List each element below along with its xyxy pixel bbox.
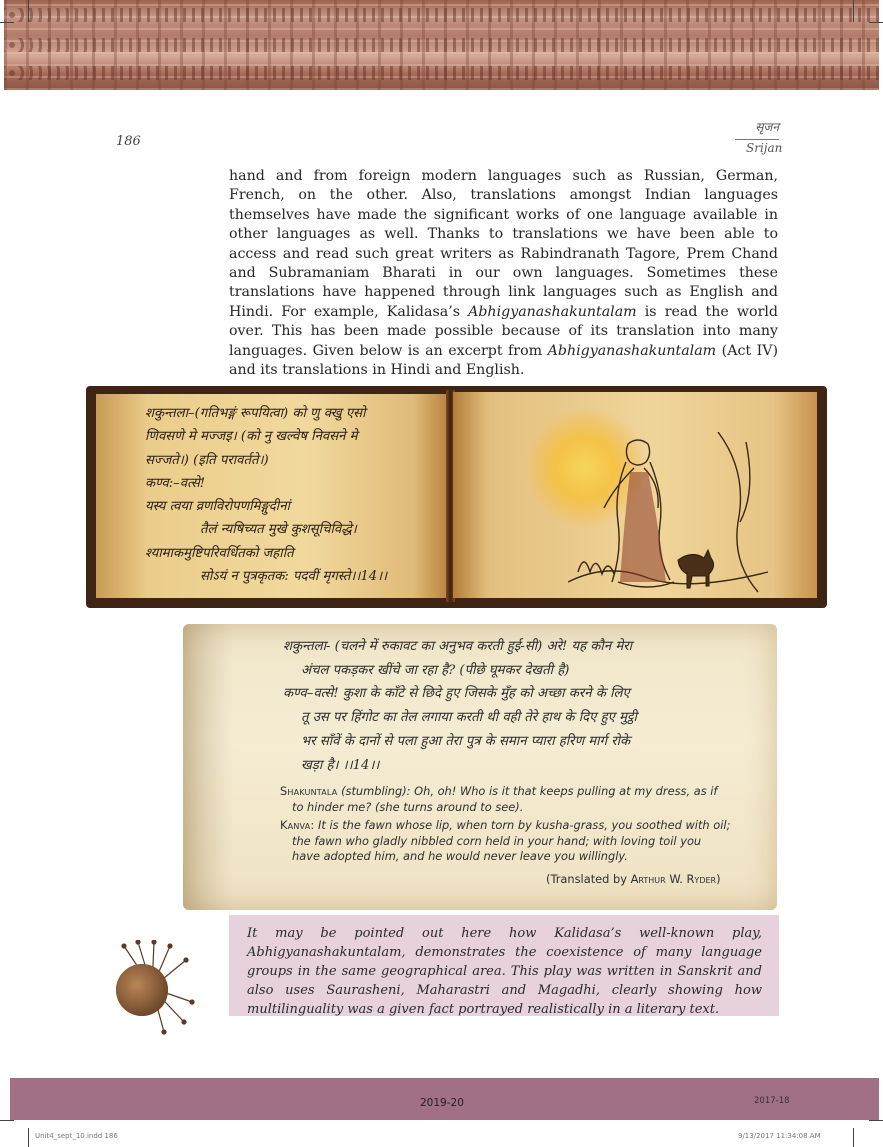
hindi-line: अंचल पकड़कर खींचे जा रहा है? (पीछे घूमकर देखती है) [301,662,570,678]
speaker-name: Kanva: [280,818,315,832]
crop-mark [0,1120,14,1121]
note-text: It may be pointed out here how Kalidasa’s well-known play, Abhigyanashakuntalam, demonstrates the coexistence of many language groups in the same geographical area. This play was written in Sanskrit and also uses Saurasheni, Maharastri and Magadhi, clearly showing how multilinguality was a given fact portrayed realistically in a literary text. [247,926,762,1017]
hindi-line: खड़ा है। ।।14।। [301,757,380,773]
intro-text: hand and from foreign modern languages such as Russian, German, French, on the other. Also, translations amongst Indian languages themselves have made the significant works of one language available in other languages as well. Thanks to translations we have been able to access and read such great writers as Rabindranath Tagore, Prem Chand and Subramaniam Bharati in our own languages. Sometimes these translations have happened through link languages such as English and Hindi. For example, Kalidasa’s [229,168,778,320]
translator-name: Arthur W. Ryder [630,872,717,886]
dialogue-text: It is the fawn whose lip, when torn by kusha-grass, you soothed with oil; the fawn who gladly nibbled corn held in your hand; with loving toil you have adopted him, and he would never leave you willingly. [292,818,731,863]
hindi-line: कण्व–वत्से! कुशा के काँटे से छिदे हुए जिसके मुँह को अच्छा करने के लिए [283,686,630,702]
kanva-line [280,818,732,865]
speaker-name: Shakuntala [280,784,338,798]
shakuntala-with-fawn-illustration [568,432,798,602]
hindi-line: तू उस पर हिंगोट का तेल लगाया करती थी वही तेरे हाथ के दिए हुए मुट्ठी [301,710,637,726]
play-title: Abhigyanashakuntalam [468,303,637,320]
running-title: Srijan [746,141,783,155]
crop-mark [28,0,29,22]
book-right-page [453,392,817,598]
banner-carving-band [4,8,879,22]
hindi-line: शकुन्तला- (चलने में रुकावट का अनुभव करती हुई-सी) अरे! यह कौन मेरा [283,639,633,654]
english-translation [280,784,732,868]
banner-carving-band [4,38,879,52]
intro-text: is read the world over. This has been made possible because of its translation into many languages. Given below is an excerpt from [229,303,778,359]
sanskrit-line: श्यामाकमुष्टिपरिवर्धितको जहाति [145,545,294,561]
print-slug-date: 9/13/2017 11:34:08 AM [738,1132,821,1140]
banner-carving-band [4,66,879,80]
credit-suffix: ) [716,872,721,886]
page-number: 186 [116,134,141,149]
sanskrit-line: यस्य त्वया व्रणविरोपणमिङ्गुदीनां [145,499,290,515]
carved-stone-banner [4,0,879,90]
intro-text: (Act IV) and its translations in Hindi and English. [229,342,779,379]
hindi-translation [283,635,733,777]
sanskrit-line: कण्व:–वत्से! [145,475,206,491]
crop-mark [28,1128,29,1147]
play-title: Abhigyanashakuntalam [547,342,717,359]
crop-mark [853,1128,854,1147]
shakuntala-line [280,784,732,815]
crop-mark [0,22,14,23]
crop-mark [869,22,883,23]
edition-year: 2017-18 [754,1096,790,1106]
hindi-line: भर साँवें के दानों से पला हुआ तेरा पुत्र के समान प्यारा हरिण मार्ग रोके [301,733,631,749]
sanskrit-verse [145,402,435,588]
running-title-rule [735,139,779,140]
sanskrit-line: सोऽयं न पुत्रकृतक: पदवीं मृगस्ते।।14।। [200,569,388,585]
print-slug-file: Unit4_sept_10.indd 186 [35,1132,118,1140]
sanskrit-line: तैलं न्यषिच्यत मुखे कुशसूचिविद्धे। [200,522,357,538]
sanskrit-line: शकुन्तला–(गतिभङ्गं रूपयित्वा) को णु क्खु एसो [145,406,366,421]
crop-mark [853,0,854,22]
sanskrit-line: सज्जते।) (इति परावर्तते।) [145,452,269,468]
intro-paragraph [229,167,778,380]
sun-compass-ornament-icon [104,940,200,1036]
crop-mark [869,1120,883,1121]
running-title-hindi: सृजन [755,120,779,134]
translator-credit [546,872,721,886]
dialogue-text: (stumbling): Oh, oh! Who is it that keeps pulling at my dress, as if to hinder me? (she turns around to see). [292,784,718,814]
sanskrit-line: णिवसणे मे मज्जइ। (को नु खल्वेष निवसने मे [145,429,358,445]
credit-prefix: (Translated by [546,872,631,886]
session-year: 2019-20 [420,1097,464,1109]
